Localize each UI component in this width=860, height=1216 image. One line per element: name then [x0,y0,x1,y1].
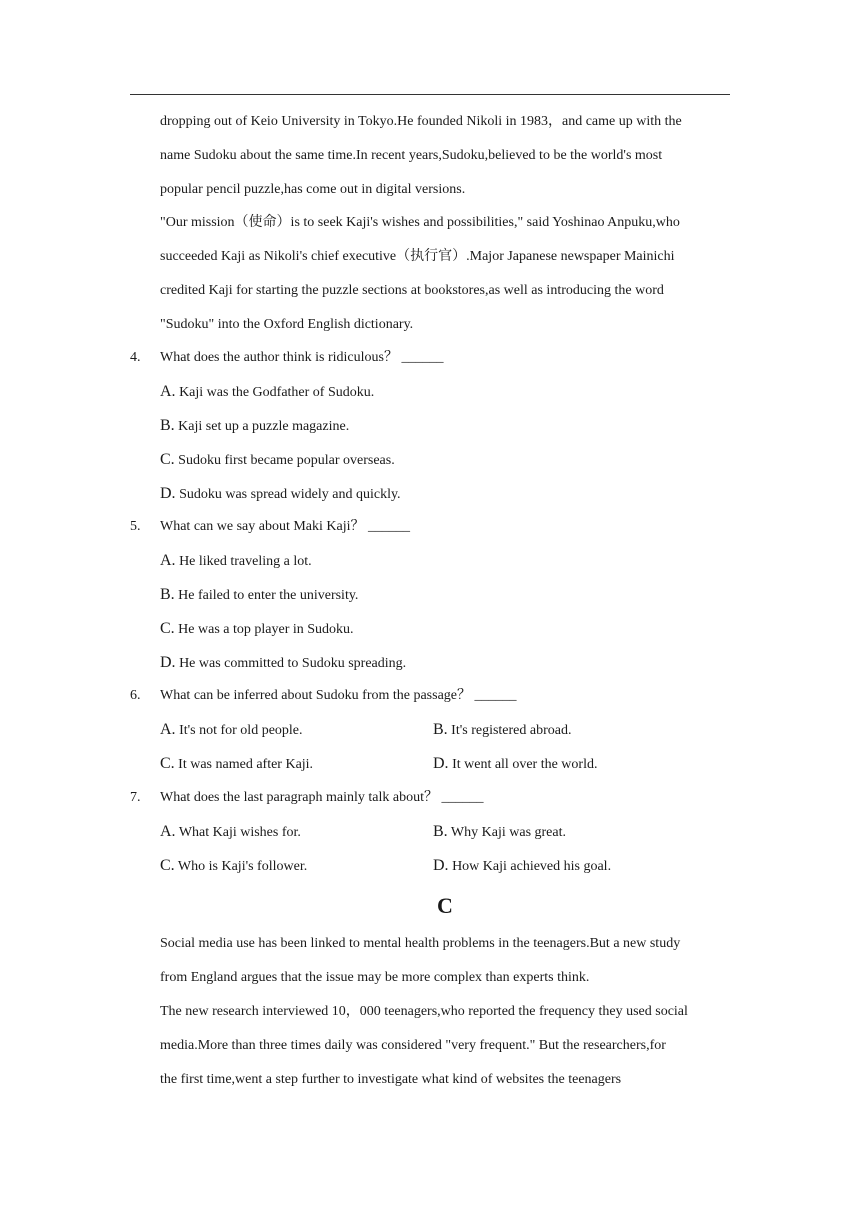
passage-line: name Sudoku about the same time.In recent years,Sudoku,believed to be the world's most [160,148,663,163]
option-text: Who is Kaji's follower. [177,859,308,874]
passage-line: media.More than three times daily was considered "very frequent." But the researchers,for [160,1038,666,1053]
passage-line: "Our mission（使命）is to seek Kaji's wishes and possibilities," said Yoshinao Anpuku,who [160,215,680,230]
option-c[interactable] [160,857,307,876]
option-text: He was a top player in Sudoku. [178,622,354,637]
option-letter: A. [160,552,176,569]
option-letter: B. [160,417,175,434]
option-letter: B. [433,721,448,738]
option-text: It was named after Kaji. [178,757,314,772]
option-letter: D. [433,755,449,772]
passage-line: the first time,went a step further to investigate what kind of websites the teenagers [160,1072,622,1087]
passage-line: The new research interviewed 10，000 teenagers,who reported the frequency they used social [160,1004,688,1019]
option-d[interactable] [160,654,406,673]
option-text: Kaji set up a puzzle magazine. [178,419,350,434]
option-c[interactable] [160,755,313,774]
option-b[interactable] [433,721,571,740]
question-text: What does the author think is ridiculous？ ______ [160,350,444,365]
question-number: 5. [130,519,141,534]
option-text: How Kaji achieved his goal. [452,859,612,874]
option-c[interactable] [160,620,354,639]
option-d[interactable] [433,755,597,774]
header-rule [130,94,730,95]
option-text: It's registered abroad. [451,723,572,738]
option-b[interactable] [433,823,566,842]
option-a[interactable] [160,823,301,842]
option-c[interactable] [160,451,395,470]
question-number: 6. [130,688,141,703]
passage-line: popular pencil puzzle,has come out in digital versions. [160,182,466,197]
option-text: He was committed to Sudoku spreading. [179,656,407,671]
option-letter: C. [160,755,175,772]
option-text: He failed to enter the university. [178,588,359,603]
option-text: It went all over the world. [452,757,598,772]
option-d[interactable] [160,485,401,504]
option-text: It's not for old people. [179,723,303,738]
passage-line: dropping out of Keio University in Tokyo.He founded Nikoli in 1983，and came up with the [160,114,682,129]
option-letter: B. [433,823,448,840]
option-letter: C. [160,857,175,874]
passage-line: "Sudoku" into the Oxford English dictionary. [160,317,414,332]
question-text: What can be inferred about Sudoku from the passage？ ______ [160,688,517,703]
option-letter: C. [160,620,175,637]
option-text: Why Kaji was great. [450,825,566,840]
option-letter: D. [160,654,176,671]
option-text: Sudoku was spread widely and quickly. [179,487,401,502]
option-letter: C. [160,451,175,468]
option-text: What Kaji wishes for. [178,825,301,840]
option-text: Kaji was the Godfather of Sudoku. [179,385,375,400]
option-a[interactable] [160,552,312,571]
passage-line: credited Kaji for starting the puzzle sections at bookstores,as well as introducing the word [160,283,664,298]
question-text: What can we say about Maki Kaji？ ______ [160,519,410,534]
passage-line: from England argues that the issue may be more complex than experts think. [160,970,590,985]
passage-line: succeeded Kaji as Nikoli's chief executive（执行官）.Major Japanese newspaper Mainichi [160,249,675,264]
question-text: What does the last paragraph mainly talk about？ ______ [160,790,484,805]
option-b[interactable] [160,417,349,436]
option-a[interactable] [160,721,303,740]
option-d[interactable] [433,857,611,876]
option-text: He liked traveling a lot. [179,554,312,569]
option-letter: D. [433,857,449,874]
option-letter: B. [160,586,175,603]
option-letter: D. [160,485,176,502]
section-heading: C [437,893,453,918]
passage-line: Social media use has been linked to mental health problems in the teenagers.But a new study [160,936,681,951]
option-letter: A. [160,823,176,840]
option-b[interactable] [160,586,358,605]
option-letter: A. [160,383,176,400]
question-number: 4. [130,350,141,365]
option-text: Sudoku first became popular overseas. [178,453,395,468]
question-number: 7. [130,790,141,805]
option-letter: A. [160,721,176,738]
option-a[interactable] [160,383,374,402]
